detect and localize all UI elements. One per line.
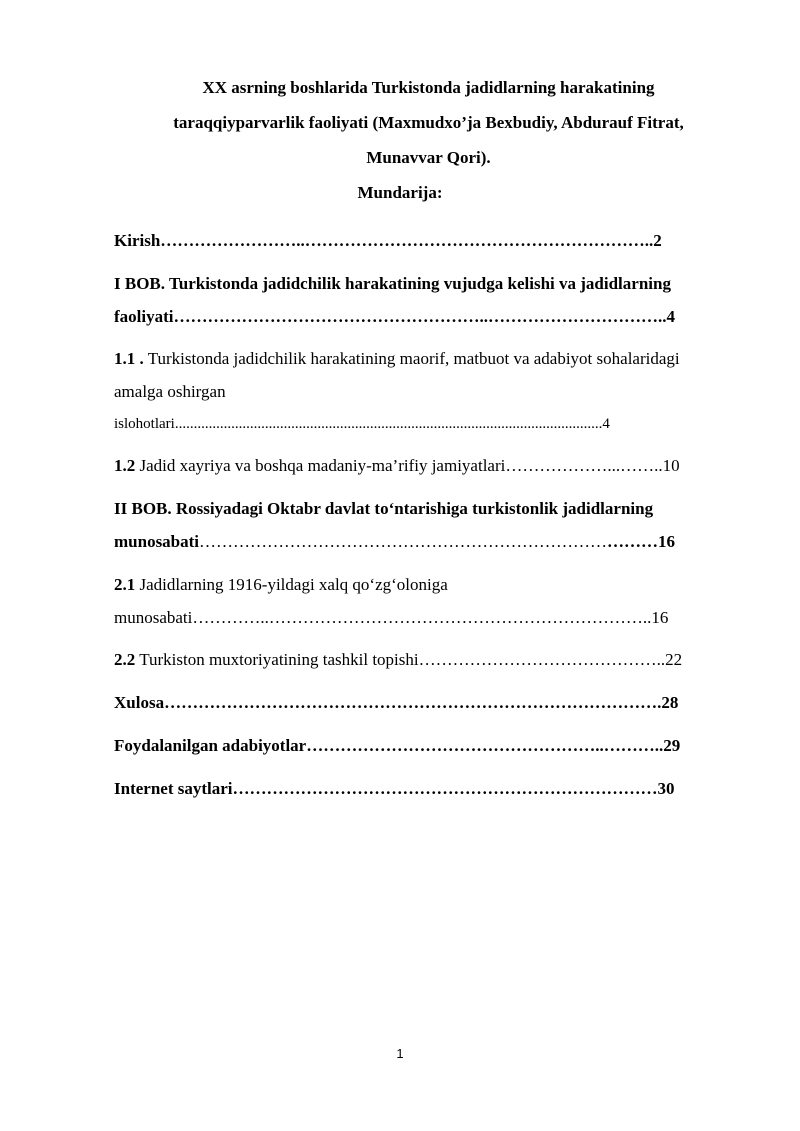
toc-entry-bob-1-line-2: faoliyati………………………………………………..…………………………..4: [114, 307, 675, 326]
toc-entry-2-1-line-2: munosabati…………..…………………………………………………………..16: [114, 608, 669, 627]
toc-entry-2-1-line-1: [114, 568, 744, 601]
toc-entry-bob-2-label: munosabati: [114, 532, 200, 551]
toc-entry-1-1-number: 1.1 .: [114, 349, 144, 368]
toc-entry-1-1-title: Turkistonda jadidchilik harakatining maorif, matbuot va adabiyot sohalaridagi: [143, 349, 680, 368]
page-number: 1: [396, 1046, 404, 1061]
toc-entry-1-1-line-1: [114, 342, 744, 375]
document-title: [100, 70, 757, 175]
toc-entry-2-2-number: 2.2: [114, 650, 136, 669]
toc-entry-bob-2-page: ………16: [607, 532, 676, 551]
toc-entry-1-2-line: [114, 449, 744, 482]
toc-entry-bob-2-dots: ………………………………………………………………: [199, 532, 608, 551]
toc-entry-foydalanilgan-adabiyotlar-text: Foydalanilgan adabiyotlar……………………………………………..………..29: [114, 736, 681, 755]
toc-entry-bob-2-line-2: [114, 525, 744, 558]
toc-entry-1-2[interactable]: [114, 449, 744, 482]
toc-entry-foydalanilgan-adabiyotlar[interactable]: [114, 729, 744, 762]
toc-entry-bob-1[interactable]: [114, 267, 744, 333]
toc-entry-1-1[interactable]: [114, 342, 744, 441]
title-line-3: Munavvar Qori).: [366, 148, 491, 167]
toc-entry-1-1-line-3: islohotlari..................................................................................................................4: [114, 416, 610, 432]
toc-entry-internet-saytlari-text: Internet saytlari…………………………………………………………………30: [114, 779, 675, 798]
toc-entry-2-2[interactable]: [114, 643, 744, 676]
toc-entry-bob-1-line-1: I BOB. Turkistonda jadidchilik harakatining vujudga kelishi va jadidlarning: [114, 274, 671, 293]
toc-entry-2-2-title: Turkiston muxtoriyatining tashkil topishi……………………………………..22: [135, 650, 683, 669]
toc-entry-2-2-line: [114, 643, 744, 676]
toc-entry-internet-saytlari[interactable]: [114, 772, 744, 805]
contents-heading: Mundarija:: [357, 183, 443, 202]
toc-entry-2-1-title: Jadidlarning 1916-yildagi xalq qo‘zg‘oloniga: [135, 575, 448, 594]
title-line-2: taraqqiyparvarlik faoliyati (Maxmudxo’ja Bexbudiy, Abdurauf Fitrat,: [173, 113, 684, 132]
toc-entry-2-1[interactable]: [114, 568, 744, 634]
toc-entry-kirish-text: Kirish……………………..……………………………………………………..2: [114, 231, 662, 250]
toc-entry-1-1-line-2: amalga oshirgan: [114, 382, 226, 401]
toc-entry-bob-2[interactable]: [114, 492, 744, 558]
toc-entry-kirish[interactable]: [114, 224, 744, 257]
toc-entry-bob-2-line-1: II BOB. Rossiyadagi Oktabr davlat to‘ntarishiga turkistonlik jadidlarning: [114, 499, 654, 518]
toc-entry-2-1-number: 2.1: [114, 575, 136, 594]
toc-entry-xulosa[interactable]: [114, 686, 744, 719]
title-line-1: XX asrning boshlarida Turkistonda jadidlarning harakatining: [202, 78, 655, 97]
toc-entry-1-2-number: 1.2: [114, 456, 136, 475]
toc-entry-1-2-title: Jadid xayriya va boshqa madaniy-ma’rifiy jamiyatlari………………...……..10: [135, 456, 680, 475]
toc-entry-xulosa-text: Xulosa…………………………………………………………………………….28: [114, 693, 679, 712]
